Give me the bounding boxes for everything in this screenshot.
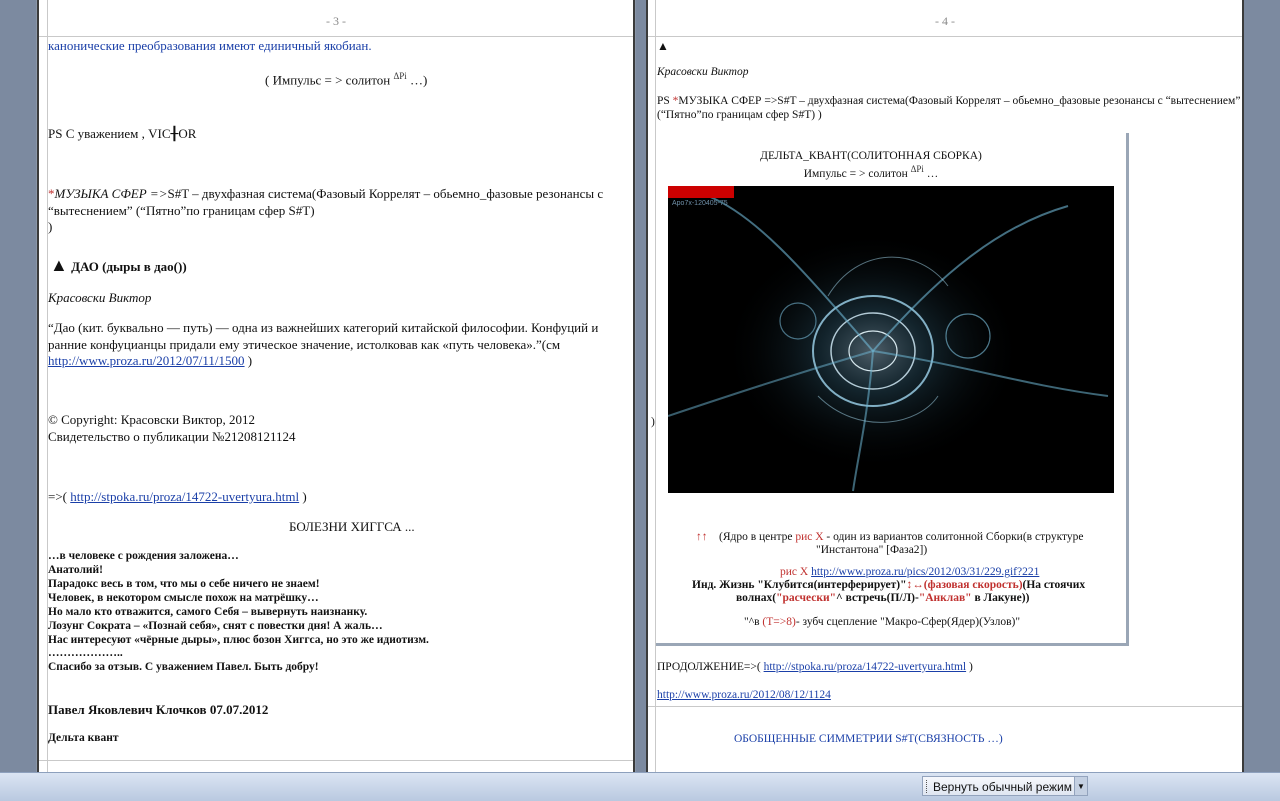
caption-4c: в Лакуне)) bbox=[971, 592, 1030, 604]
copyright-line: © Copyright: Красовски Виктор, 2012 bbox=[48, 412, 256, 427]
image-label: Apo7x-120405-75 bbox=[672, 200, 728, 207]
quote-link-tail: ) bbox=[244, 353, 253, 368]
page-number: - 4 - bbox=[935, 14, 955, 28]
music-star: * bbox=[48, 186, 55, 201]
continuation-link[interactable]: http://stpoka.ru/proza/14722-uvertyura.html bbox=[763, 661, 967, 673]
poem-line: Лозунг Сократа – «Познай себя», снят с повестки дня! А жаль… bbox=[48, 620, 383, 632]
arrows-glyph: ↑↑ bbox=[696, 531, 708, 543]
ps-line-2: (“Пятно”по границам сфер S#T) ) bbox=[657, 109, 822, 121]
poem-line: Но мало кто отважится, самого Себя – вывернуть наизнанку. bbox=[48, 606, 368, 618]
dao-heading bbox=[50, 257, 187, 275]
impulse-line bbox=[265, 68, 427, 88]
margin-guide-bottom bbox=[648, 706, 1242, 707]
document-page-3[interactable] bbox=[37, 0, 635, 772]
caption-4-red1: "расчески" bbox=[776, 592, 837, 604]
figure-subtitle-tail: … bbox=[926, 167, 939, 180]
poem-line: Человек, в некотором смысле похож на матрёшку… bbox=[48, 592, 319, 604]
right-gutter bbox=[1244, 0, 1280, 772]
music-line bbox=[48, 186, 603, 202]
delta-symbol: ΔPi bbox=[910, 164, 924, 174]
caption-3b: (На стоячих bbox=[1022, 579, 1086, 591]
quote-line-2: ранние конфуцианцы придали ему этическое значение, истолковав как «путь человека».”(см bbox=[48, 337, 561, 352]
stpoka-link[interactable]: http://stpoka.ru/proza/14722-uvertyura.html bbox=[70, 489, 300, 504]
poem-line: Анатолий! bbox=[48, 564, 104, 576]
arrow-prefix: =>( bbox=[48, 489, 71, 504]
caption-4-red2: "Анклав" bbox=[918, 592, 972, 604]
figure-subtitle-text: Импульс = > солитон bbox=[803, 167, 908, 180]
delta-quantum-label: Дельта квант bbox=[48, 732, 119, 744]
certificate-line: Свидетельство о публикации №21208121124 bbox=[48, 429, 296, 444]
figure-panel[interactable] bbox=[651, 133, 1129, 646]
fractal-image bbox=[668, 186, 1114, 493]
figure-subtitle bbox=[656, 162, 1086, 181]
fig-link[interactable]: http://www.proza.ru/pics/2012/03/31/229.gif?221 bbox=[811, 566, 1040, 578]
music-title: МУЗЫКА СФЕР => bbox=[54, 186, 168, 201]
continuation-line bbox=[657, 660, 973, 674]
triangle-icon: ▲ bbox=[50, 255, 68, 275]
poem-line: Нас интересуют «чёрные дыры», плюс бозон Хиггса, но это же идиотизм. bbox=[48, 634, 429, 646]
fig-ref-line bbox=[780, 565, 1039, 579]
poem-line: Парадокс весь в том, что мы о себе ничего не знаем! bbox=[48, 578, 320, 590]
music-rest: S#T – двухфазная система(Фазовый Коррелят – обьемно_фазовые резонансы с bbox=[167, 186, 604, 201]
proza-link[interactable]: http://www.proza.ru/2012/08/12/1124 bbox=[657, 689, 831, 701]
caption-5-red: (Т=>8) bbox=[762, 616, 796, 628]
author-name: Красовски Виктор bbox=[48, 290, 152, 305]
caption-line-3 bbox=[692, 578, 1085, 592]
triangle-icon: ▲ bbox=[657, 39, 669, 53]
margin-guide-top bbox=[648, 36, 1242, 37]
caption-5b: - зубч сцепление "Макро-Сфер(Ядер)(Узлов)" bbox=[795, 616, 1021, 628]
side-paren: ) bbox=[651, 416, 655, 428]
author-name: Красовски Виктор bbox=[657, 66, 749, 78]
middle-gutter bbox=[636, 0, 646, 772]
page-number: - 3 - bbox=[326, 14, 346, 28]
fig-ref: рис Х bbox=[780, 566, 809, 578]
music-line-3: ) bbox=[48, 219, 53, 234]
status-bar bbox=[0, 772, 1280, 801]
margin-guide-top bbox=[39, 36, 633, 37]
ps-star: * bbox=[672, 95, 679, 107]
caption-4a: волнах( bbox=[736, 592, 777, 604]
dropdown-arrow-icon[interactable]: ▼ bbox=[1074, 777, 1087, 795]
quote-link[interactable]: http://www.proza.ru/2012/07/11/1500 bbox=[48, 353, 245, 368]
caption-5a: "^в bbox=[744, 616, 763, 628]
caption-3-red: ↕↔(фазовая скорость) bbox=[906, 579, 1023, 591]
caption-line-4 bbox=[736, 591, 1029, 605]
ps-text: МУЗЫКА СФЕР =>S#T – двухфазная система(Фазовый Коррелят – обьемно_фазовые резонансы с “вытеснением” bbox=[678, 95, 1241, 107]
delta-symbol: ΔPi bbox=[393, 71, 407, 81]
caption-1b: - один из вариантов солитонной Сборки(в структуре bbox=[823, 531, 1084, 543]
caption-line-5 bbox=[744, 615, 1020, 629]
image-red-stripe bbox=[668, 186, 734, 198]
caption-3a: Инд. Жизнь "Клубится(интерферирует)" bbox=[692, 579, 907, 591]
arrow-link-line bbox=[48, 489, 307, 505]
arrow-tail: ) bbox=[299, 489, 307, 504]
continuation-tail: ) bbox=[966, 661, 973, 673]
caption-line-1 bbox=[696, 530, 1084, 544]
impulse-text: ( Импульс = > солитон bbox=[265, 72, 391, 88]
poem-line: Спасибо за отзыв. С уважением Павел. Быть добру! bbox=[48, 661, 319, 673]
caption-1a: (Ядро в центре bbox=[719, 531, 796, 543]
figure-title: ДЕЛЬТА_КВАНТ(СОЛИТОННАЯ СБОРКА) bbox=[760, 150, 982, 162]
grip-icon bbox=[926, 780, 929, 793]
document-page-4[interactable] bbox=[646, 0, 1244, 772]
poem-line: …в человеке с рождения заложена… bbox=[48, 550, 239, 562]
ps-line bbox=[657, 94, 1240, 108]
music-line-2: “вытеснением” (“Пятно”по границам сфер S#T) bbox=[48, 203, 315, 218]
ps-line: PS С уважением , VIC╂OR bbox=[48, 126, 197, 141]
left-gutter bbox=[0, 0, 36, 772]
higgs-title: БОЛЕЗНИ ХИГГСА ... bbox=[289, 519, 415, 534]
quote-line-1: “Дао (кит. буквально — путь) — одна из важнейших категорий китайской философии. Конфуций и bbox=[48, 320, 599, 335]
poem-line: ……………….. bbox=[48, 647, 123, 659]
margin-guide-bottom bbox=[39, 760, 633, 761]
impulse-tail: …) bbox=[410, 72, 428, 88]
quote-link-line bbox=[48, 353, 252, 369]
continuation-prefix: ПРОДОЛЖЕНИЕ=>( bbox=[657, 661, 764, 673]
signature: Павел Яковлевич Клочков 07.07.2012 bbox=[48, 702, 269, 717]
fractal-swirl-graphic bbox=[668, 186, 1114, 493]
symmetry-title: ОБОБЩЕННЫЕ СИММЕТРИИ S#T(СВЯЗНОСТЬ …) bbox=[734, 733, 1003, 745]
caption-4b: ^ встречь(П/Л)- bbox=[836, 592, 919, 604]
text-line: канонические преобразования имеют единичный якобиан. bbox=[48, 38, 372, 53]
restore-button-label: Вернуть обычный режим bbox=[933, 780, 1072, 794]
caption-line-2: "Инстантона" [Фаза2]) bbox=[816, 544, 928, 556]
ps-prefix: PS bbox=[657, 95, 673, 107]
caption-1-red: рис Х bbox=[795, 531, 824, 543]
dao-title: ДАО (дыры в дао()) bbox=[71, 259, 187, 274]
restore-normal-mode-button[interactable] bbox=[922, 776, 1088, 796]
